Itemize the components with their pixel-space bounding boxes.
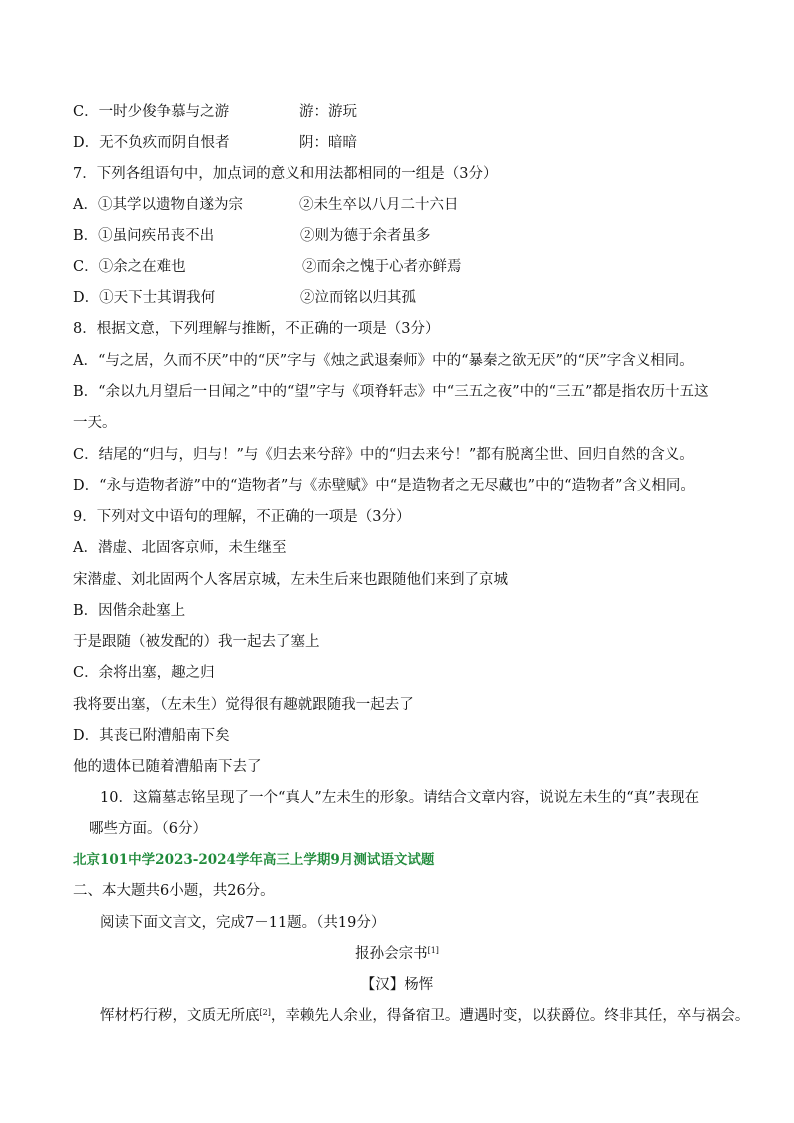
q6-option-d bbox=[73, 133, 357, 153]
option-gloss: 游：游玩 bbox=[299, 104, 357, 120]
option-part-1: D．①天下士其谓我何 bbox=[73, 290, 216, 306]
q8-option-c: C．结尾的“归与，归与！”与《归去来兮辞》中的“归去来兮！”都有脱离尘世、回归自然的含义。 bbox=[73, 447, 694, 463]
option-gloss: 阴：暗暗 bbox=[299, 135, 357, 151]
passage-author: 【汉】杨恽 bbox=[360, 977, 434, 993]
q9-stem: 9．下列对文中语句的理解，不正确的一项是（3分） bbox=[73, 509, 411, 525]
footnote-marker: [1] bbox=[427, 946, 439, 955]
q9-option-b: B．因偕余赴塞上 bbox=[73, 603, 186, 619]
q7-stem: 7．下列各组语句中，加点词的意义和用法都相同的一组是（3分） bbox=[73, 166, 498, 182]
passage-body bbox=[100, 1006, 749, 1026]
passage-title-text: 报孙会宗书 bbox=[355, 946, 428, 962]
q7-option-c bbox=[73, 257, 462, 277]
q7-option-b bbox=[73, 226, 431, 246]
q7-option-d bbox=[73, 288, 416, 308]
q8-option-d: D．“永与造物者游”中的“造物者”与《赤壁赋》中“是造物者之无尽藏也”中的“造物者”含义相同。 bbox=[73, 478, 695, 494]
q8-option-b-line2: 一天。 bbox=[73, 415, 117, 431]
option-part-1: B．①虽问疾吊丧不出 bbox=[73, 228, 215, 244]
q10-line1: 10．这篇墓志铭呈现了一个“真人”左未生的形象。请结合文章内容，说说左未生的“真”表现在 bbox=[100, 790, 700, 806]
q6-option-c bbox=[73, 102, 357, 122]
option-part-2: ②而余之愧于心者亦鲜焉 bbox=[302, 259, 462, 275]
option-text: D．无不负疚而阴自恨者 bbox=[73, 135, 230, 151]
option-part-1: C．①余之在难也 bbox=[73, 259, 186, 275]
option-part-2: ②则为德于余者虽多 bbox=[300, 228, 431, 244]
option-text: C．一时少俊争慕与之游 bbox=[73, 104, 230, 120]
q8-stem: 8．根据文意，下列理解与推断，不正确的一项是（3分） bbox=[73, 321, 440, 337]
passage-title bbox=[0, 944, 794, 964]
q8-option-a: A．“与之居，久而不厌”中的“厌”字与《烛之武退秦师》中的“暴秦之欲无厌”的“厌”字含义相同。 bbox=[73, 353, 694, 369]
option-part-2: ②未生卒以八月二十六日 bbox=[299, 197, 459, 213]
q8-option-b-line1: B．“余以九月望后一日闻之”中的“望”字与《项脊轩志》中“三五之夜”中的“三五”都是指农历十五这 bbox=[73, 384, 709, 400]
q9-option-b-translation: 于是跟随（被发配的）我一起去了塞上 bbox=[73, 634, 320, 650]
footnote-marker: [2] bbox=[259, 1008, 271, 1017]
part-heading: 二、本大题共6小题，共26分。 bbox=[73, 883, 275, 899]
q9-option-a-translation: 宋潜虚、刘北固两个人客居京城，左未生后来也跟随他们来到了京城 bbox=[73, 572, 508, 588]
passage-body-text: 恽材朽行秽，文质无所底 bbox=[100, 1008, 260, 1024]
q7-option-a bbox=[73, 195, 459, 215]
q9-option-c-translation: 我将要出塞，（左未生）觉得很有趣就跟随我一起去了 bbox=[73, 697, 414, 713]
option-part-2: ②泣而铭以归其孤 bbox=[300, 290, 416, 306]
q9-option-c: C．余将出塞，趣之归 bbox=[73, 665, 215, 681]
section-heading: 北京101中学2023-2024学年高三上学期9月测试语文试题 bbox=[73, 852, 435, 868]
q9-option-d-translation: 他的遗体已随着漕船南下去了 bbox=[73, 759, 262, 775]
q10-line2: 哪些方面。（6分） bbox=[89, 821, 207, 837]
q9-option-d: D．其丧已附漕船南下矣 bbox=[73, 728, 230, 744]
reading-instruction: 阅读下面文言文，完成7－11题。（共19分） bbox=[100, 915, 386, 931]
q9-option-a: A．潜虚、北固客京师，未生继至 bbox=[73, 540, 287, 556]
passage-body-text: ，幸赖先人余业，得备宿卫。遭遇时变，以获爵位。终非其任，卒与祸会。 bbox=[270, 1008, 750, 1024]
option-part-1: A．①其学以遗物自遂为宗 bbox=[73, 197, 243, 213]
